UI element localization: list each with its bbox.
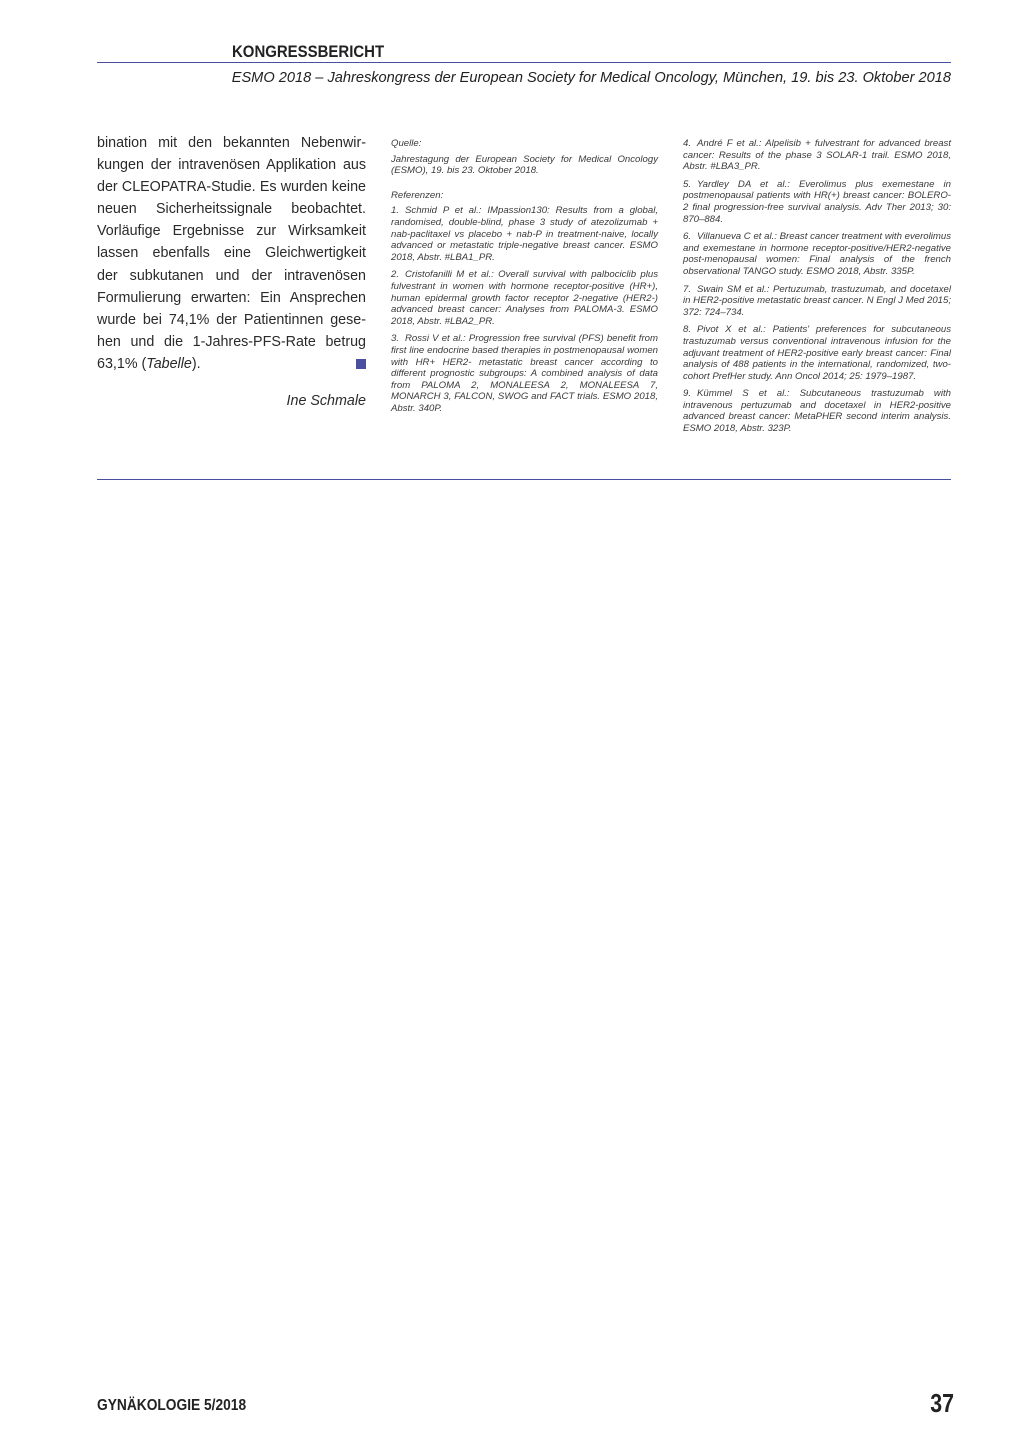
reference-number: 5. [683,178,692,190]
congress-subtitle: ESMO 2018 – Jahreskongress der European Society for Medical Oncology, München, 19. bis 23. Oktober 2018 [231,70,951,86]
reference-item [391,333,658,414]
reference-number: 8. [683,324,692,336]
content-divider [97,479,951,480]
table-reference: Tabelle [146,355,192,372]
reference-number: 6. [683,231,692,243]
body-text [97,132,366,375]
reference-number: 4. [683,138,692,149]
reference-number: 7. [683,283,692,295]
reference-item [391,205,658,263]
reference-text: Villanueva C et al.: Breast cancer treatment with everolimus and exemestane in hormone receptor-positive/HER2-negative post-menopausal women: Final analysis of the french observational TANGO study. ESMO 2018, Abstr. 335P. [683,231,951,277]
body-last-line [97,353,366,375]
body-line: Vorläufige Ergebnisse zur Wirksamkeit [97,223,366,240]
reference-item [683,179,951,225]
reference-text: Yardley DA et al.: Everolimus plus exemestane in postmenopausal patients with HR(+) breast cancer: BOLERO-2 final progression-free survival analysis. Adv Ther 2013; 30: 870–884. [683,178,951,225]
reference-item [683,138,951,173]
source-label: Quelle: [391,138,422,149]
reference-text: André F et al.: Alpelisib + fulvestrant for advanced breast cancer: Results of the phase 3 SOLAR-1 trail. ESMO 2018, Abstr. #LBA3_PR. [683,138,951,173]
reference-number: 1. [391,205,400,217]
section-title: KONGRESSBERICHT [232,42,385,61]
reference-number: 3. [391,333,400,345]
end-mark-icon [356,359,366,369]
body-last-prefix: 63,1% ( [97,355,147,372]
references-label: Referenzen: [391,189,444,201]
reference-text: Rossi V et al.: Progression free survival (PFS) benefit from first line endocrine based therapies in postmenopausal women with HR+ HER2- metastatic breast cancer according to different prognostic subgroups: A combined analysis of data from PALOMA 2, MONALEESA 2, MONALEESA 7, MONARCH 3, FALCON, SWOG and FACT trials. ESMO 2018, Abstr. 340P. [391,333,658,414]
body-line: lassen ebenfalls eine Gleichwertigkeit [97,245,366,262]
reference-item [683,388,951,434]
body-line: der CLEOPATRA-Studie. Es wurden keine [97,179,366,196]
reference-item [683,231,951,277]
body-line: bination mit den bekannten Nebenwir- [97,135,366,151]
author-name: Ine Schmale [286,393,366,409]
body-line: kungen der intravenösen Applikation aus [97,157,366,174]
reference-text: Schmid P et al.: IMpassion130: Results from a global, randomised, double-blind, phase 3 study of atezolizumab + nab-paclitaxel vs placebo + nab-P in treatment-naive, locally advanced or metastatic triple-negative breast cancer. ESMO 2018, Abstr. #LBA1_PR. [391,205,658,263]
reference-number: 9. [683,388,692,400]
reference-number: 2. [391,269,400,281]
reference-text: Kümmel S et al.: Subcutaneous trastuzumab with intravenous pertuzumab and docetaxel in HER2-positive advanced breast cancer: MetaPHER second interim analysis. ESMO 2018, Abstr. 323P. [683,388,951,435]
page-number: 37 [930,1388,954,1418]
header-divider [97,62,951,63]
body-line: wurde bei 74,1% der Patientinnen gese- [97,311,366,328]
reference-item [683,284,951,319]
journal-issue: GYNÄKOLOGIE 5/2018 [97,1397,247,1414]
reference-item [391,269,658,327]
body-last-suffix: ). [191,355,201,372]
reference-text: Swain SM et al.: Pertuzumab, trastuzumab, and docetaxel in HER2-positive metastatic breast cancer. N Engl J Med 2015; 372: 724–734. [683,283,951,318]
body-line: der subkutanen und der intravenösen [97,267,366,284]
references-column-1 [391,138,658,420]
reference-item [683,324,951,382]
body-line: neuen Sicherheitssignale beobachtet. [97,201,366,218]
references-column-2 [683,138,951,441]
body-line: hen und die 1-Jahres-PFS-Rate betrug [97,333,366,350]
reference-text: Cristofanilli M et al.: Overall survival with palbociclib plus fulvestrant in women with hormone receptor-positive (HR+), human epidermal growth factor receptor 2-negative (HER2-) advanced breast cancer: Analyses from PALOMA-3. ESMO 2018, Abstr. #LBA2_PR. [391,269,658,327]
reference-text: Pivot X et al.: Patients' preferences for subcutaneous trastuzumab versus conventional intravenous infusion for the adjuvant treatment of HER2-positive early breast cancer: Final analysis of 488 patients in the international, randomized, two-cohort PrefHer study. Ann Oncol 2014; 25: 1979–1987. [683,324,951,382]
source-text: Jahrestagung der European Society for Medical Oncology (ESMO), 19. bis 23. Oktober 2018. [391,153,658,177]
body-line: Formulierung erwarten: Ein Ansprechen [97,289,366,306]
